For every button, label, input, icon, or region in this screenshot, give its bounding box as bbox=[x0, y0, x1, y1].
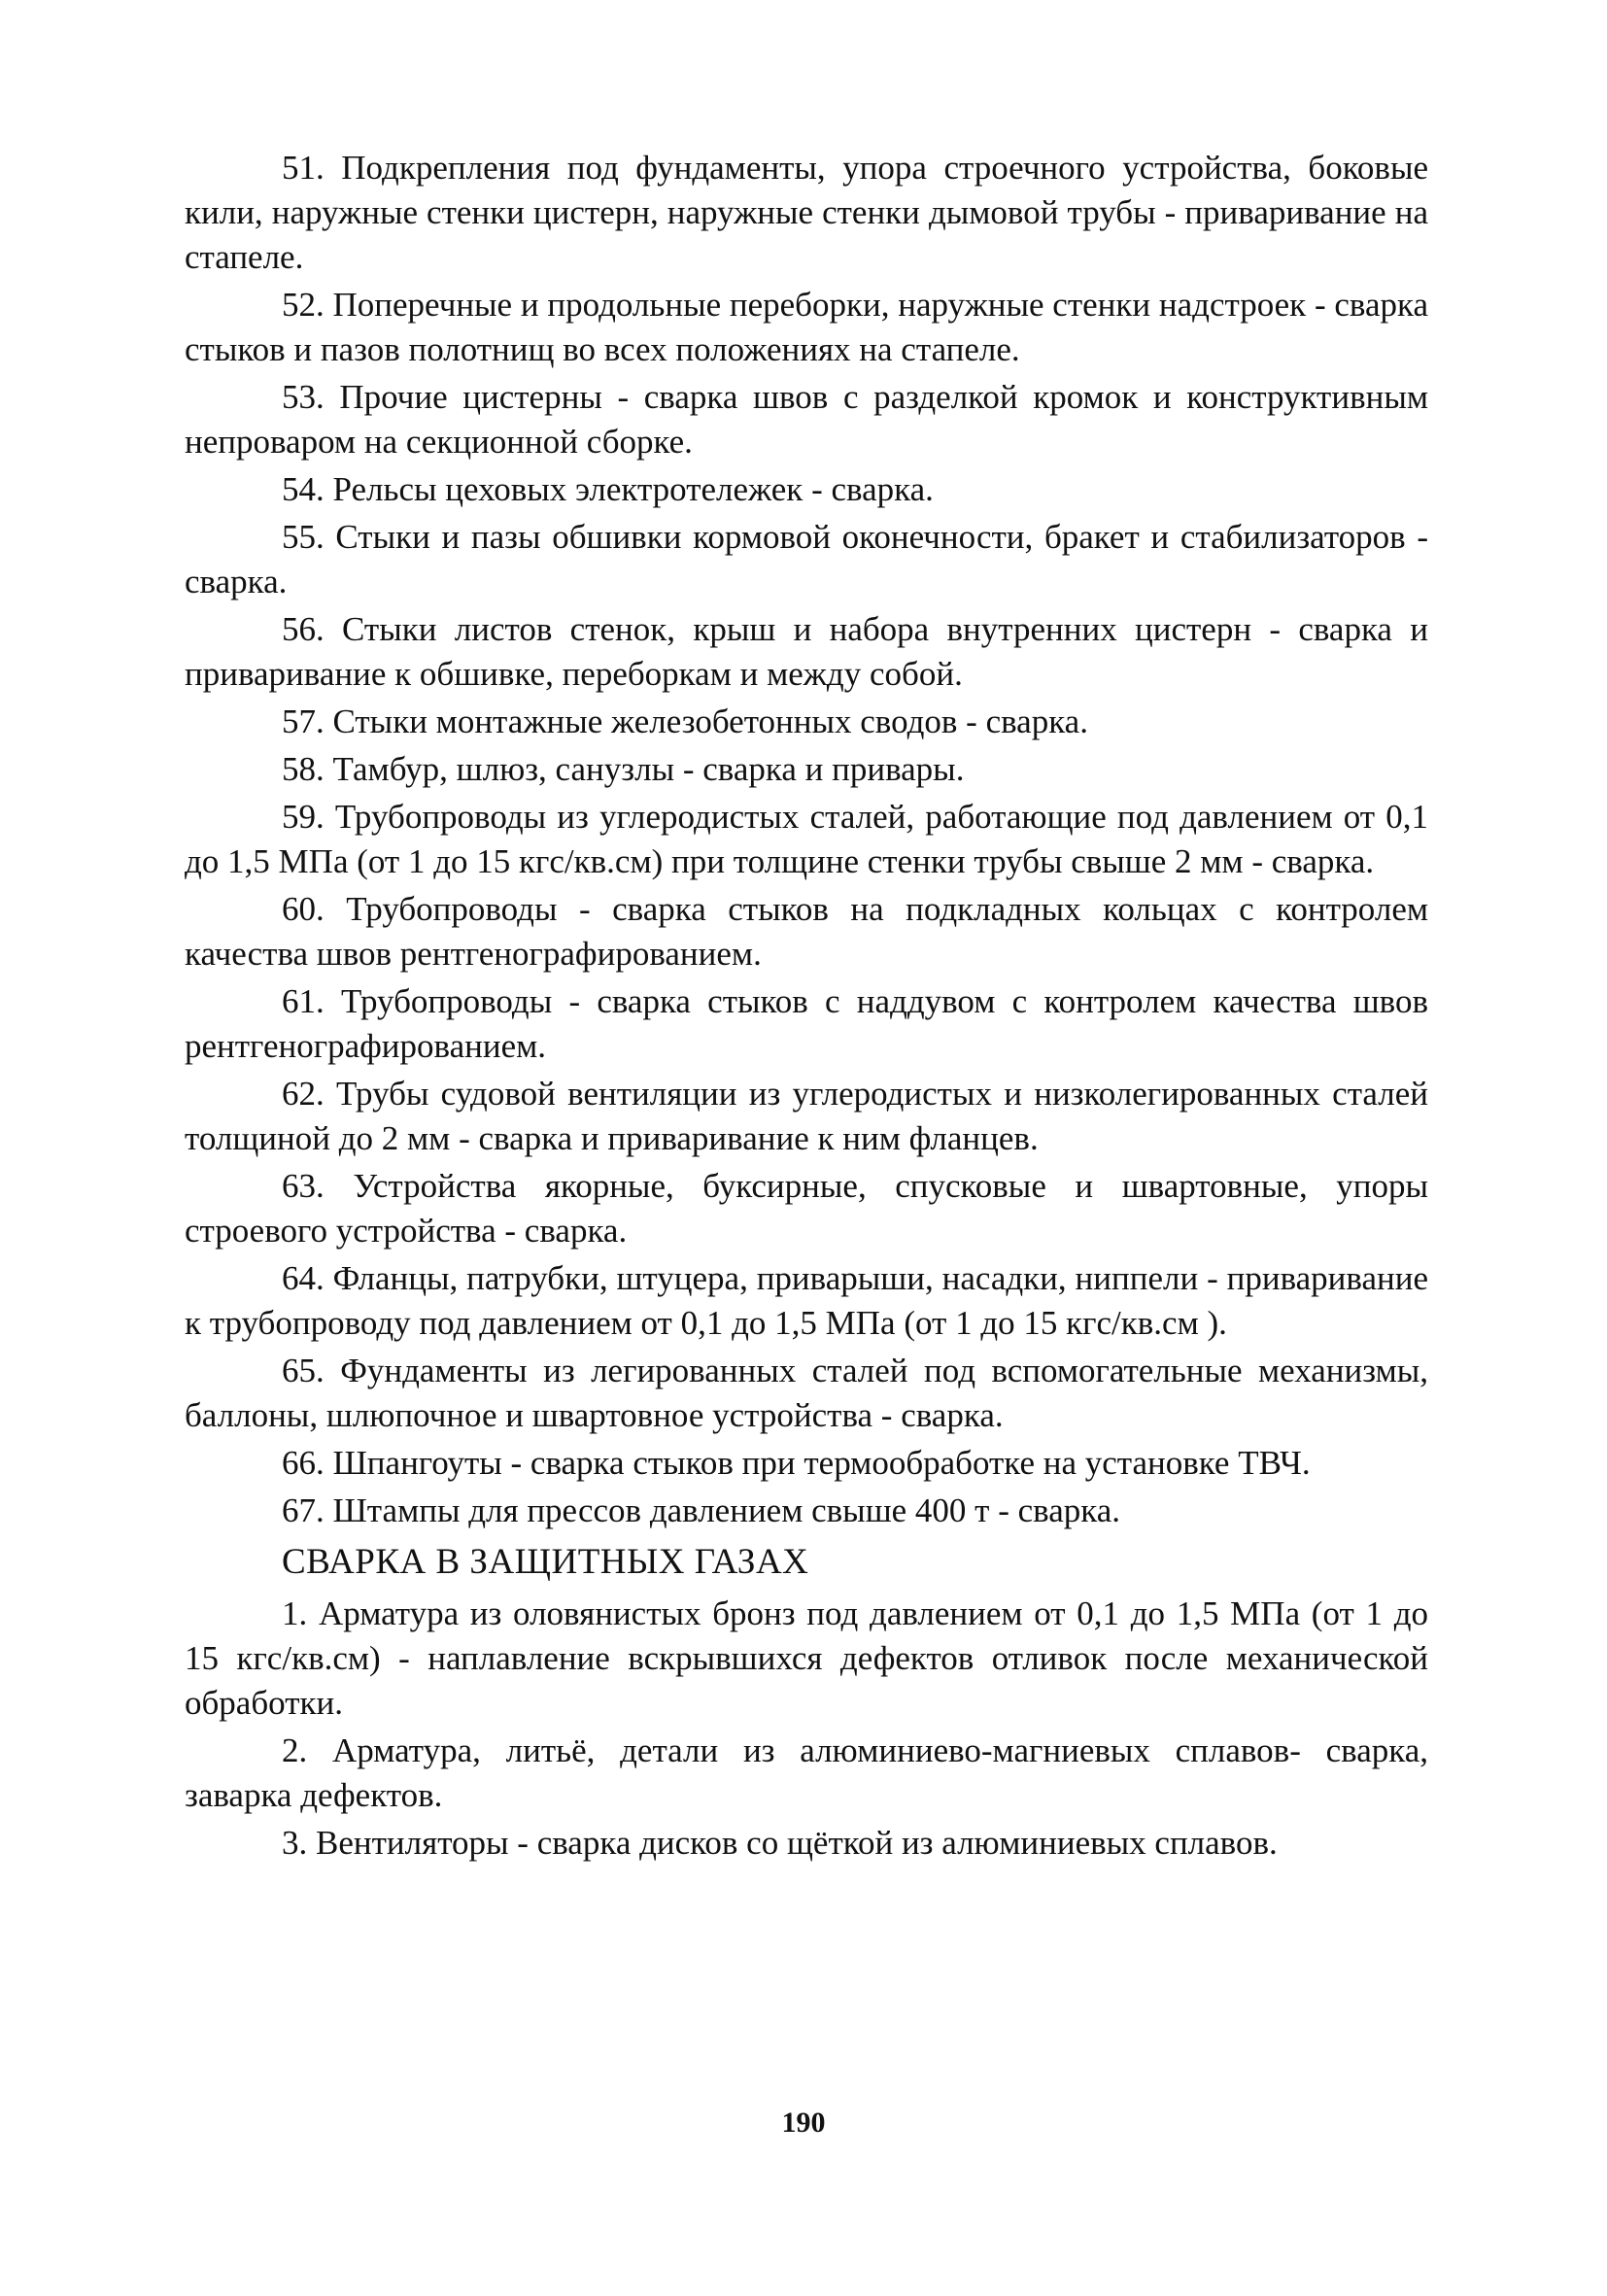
paragraph-55: 55. Стыки и пазы обшивки кормовой оконечности, бракет и стабилизаторов - сварка. bbox=[185, 518, 1428, 600]
paragraph-52: 52. Поперечные и продольные переборки, наружные стенки надстроек - сварка стыков и пазов полотнищ во всех положениях на стапеле. bbox=[185, 286, 1428, 368]
page-number: 190 bbox=[781, 2107, 826, 2139]
paragraph-62: 62. Трубы судовой вентиляции из углеродистых и низколегированных сталей толщиной до 2 мм - сварка и приваривание к ним фланцев. bbox=[185, 1075, 1428, 1157]
paragraph-64: 64. Фланцы, патрубки, штуцера, приварыши, насадки, ниппели - приваривание к трубопроводу под давлением от 0,1 до 1,5 МПа (от 1 до 15 кгс/кв.см ). bbox=[185, 1259, 1428, 1342]
paragraph-63: 63. Устройства якорные, буксирные, спусковые и швартовные, упоры строевого устройства - сварка. bbox=[185, 1167, 1428, 1250]
paragraph-53: 53. Прочие цистерны - сварка швов с разделкой кромок и конструктивным непроваром на секционной сборке. bbox=[185, 378, 1428, 461]
paragraph-61: 61. Трубопроводы - сварка стыков с наддувом с контролем качества швов рентгенографированием. bbox=[185, 982, 1428, 1065]
paragraph-66: 66. Шпангоуты - сварка стыков при термообработке на установке ТВЧ. bbox=[282, 1444, 1311, 1482]
paragraph-59: 59. Трубопроводы из углеродистых сталей, работающие под давлением от 0,1 до 1,5 МПа (от 1 до 15 кгс/кв.см) при толщине стенки трубы свыше 2 мм - сварка. bbox=[185, 798, 1428, 880]
paragraph-67: 67. Штампы для прессов давлением свыше 400 т - сварка. bbox=[282, 1491, 1121, 1529]
gas-paragraph-2: 2. Арматура, литьё, детали из алюминиево-магниевых сплавов- сварка, заварка дефектов. bbox=[185, 1731, 1428, 1814]
paragraph-51: 51. Подкрепления под фундаменты, упора строечного устройства, боковые кили, наружные стенки цистерн, наружные стенки дымовой трубы - приваривание на стапеле. bbox=[185, 149, 1428, 276]
paragraph-65: 65. Фундаменты из легированных сталей под вспомогательные механизмы, баллоны, шлюпочное и швартовное устройства - сварка. bbox=[185, 1352, 1428, 1434]
paragraph-57: 57. Стыки монтажные железобетонных сводов - сварка. bbox=[282, 703, 1088, 740]
section-heading: СВАРКА В ЗАЩИТНЫХ ГАЗАХ bbox=[282, 1542, 809, 1582]
paragraph-54: 54. Рельсы цеховых электротележек - сварка. bbox=[282, 470, 934, 508]
gas-paragraph-3: 3. Вентиляторы - сварка дисков со щёткой из алюминиевых сплавов. bbox=[282, 1824, 1278, 1862]
paragraph-60: 60. Трубопроводы - сварка стыков на подкладных кольцах с контролем качества швов рентгенографированием. bbox=[185, 890, 1428, 973]
gas-paragraph-1: 1. Арматура из оловянистых бронз под давлением от 0,1 до 1,5 МПа (от 1 до 15 кгс/кв.см) - наплавление вскрывшихся дефектов отливок после механической обработки. bbox=[185, 1594, 1428, 1722]
paragraph-56: 56. Стыки листов стенок, крыш и набора внутренних цистерн - сварка и приваривание к обшивке, переборкам и между собой. bbox=[185, 610, 1428, 693]
paragraph-58: 58. Тамбур, шлюз, санузлы - сварка и привары. bbox=[282, 750, 965, 788]
page-body bbox=[185, 146, 1428, 1868]
